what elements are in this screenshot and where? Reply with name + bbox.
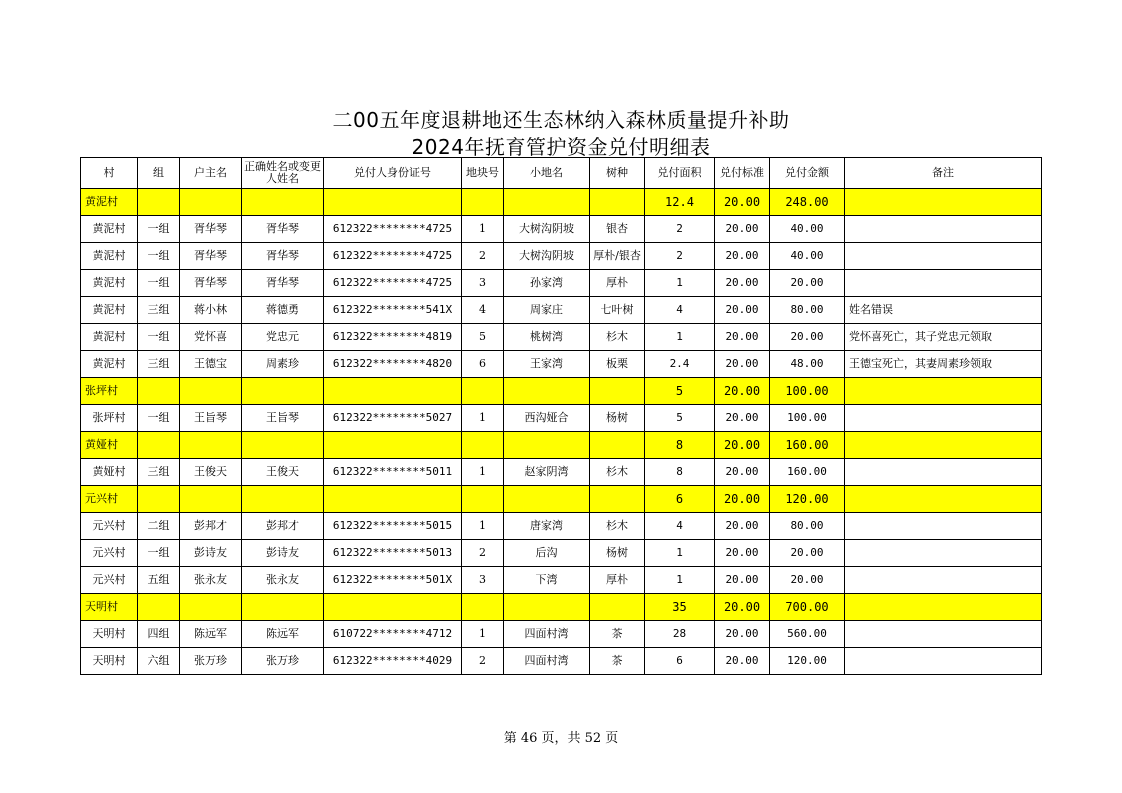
cell-place: 大树沟阴坡: [504, 216, 590, 243]
cell-rate: 20.00: [715, 432, 770, 459]
cell-rate: 20.00: [715, 621, 770, 648]
cell-village: 黄泥村: [81, 324, 138, 351]
cell-plot: 3: [462, 567, 504, 594]
table-row: [81, 405, 1042, 432]
cell-tree: 七叶树: [590, 297, 645, 324]
cell-rate: 20.00: [715, 378, 770, 405]
cell-rate: 20.00: [715, 324, 770, 351]
cell-place: 孙家湾: [504, 270, 590, 297]
cell-group: 三组: [138, 459, 180, 486]
cell-group: 五组: [138, 567, 180, 594]
cell-group: 六组: [138, 648, 180, 675]
cell-rate: 20.00: [715, 405, 770, 432]
cell-area: 28: [645, 621, 715, 648]
cell-plot: 1: [462, 621, 504, 648]
cell-place: 下湾: [504, 567, 590, 594]
cell-plot: 2: [462, 540, 504, 567]
cell-place: 四面村湾: [504, 648, 590, 675]
cell-id: 612322********4725: [324, 216, 462, 243]
cell-note: [845, 648, 1042, 675]
cell-tree: 茶: [590, 648, 645, 675]
cell-correct-name: 周素珍: [242, 351, 324, 378]
cell-amount: 20.00: [770, 540, 845, 567]
cell-plot: [462, 189, 504, 216]
cell-correct-name: [242, 486, 324, 513]
cell-plot: 6: [462, 351, 504, 378]
cell-group: 一组: [138, 540, 180, 567]
cell-area: 35: [645, 594, 715, 621]
cell-amount: 40.00: [770, 243, 845, 270]
cell-id: 612322********5015: [324, 513, 462, 540]
cell-village: 天明村: [81, 621, 138, 648]
cell-tree: 杉木: [590, 513, 645, 540]
cell-note: 党怀喜死亡，其子党忠元领取: [845, 324, 1042, 351]
cell-village: 黄娅村: [81, 459, 138, 486]
cell-village: 天明村: [81, 648, 138, 675]
cell-plot: 2: [462, 243, 504, 270]
cell-owner: 张万珍: [180, 648, 242, 675]
page-footer: 第 46 页，共 52 页: [503, 731, 619, 746]
cell-rate: 20.00: [715, 243, 770, 270]
cell-rate: 20.00: [715, 594, 770, 621]
summary-row: [81, 378, 1042, 405]
cell-id: 610722********4712: [324, 621, 462, 648]
cell-area: 1: [645, 540, 715, 567]
cell-id: 612322********4029: [324, 648, 462, 675]
cell-owner: 胥华琴: [180, 243, 242, 270]
cell-village: 黄娅村: [81, 432, 138, 459]
cell-amount: 160.00: [770, 459, 845, 486]
cell-place: [504, 432, 590, 459]
table-row: [81, 621, 1042, 648]
cell-amount: 560.00: [770, 621, 845, 648]
cell-group: [138, 189, 180, 216]
cell-amount: 40.00: [770, 216, 845, 243]
table-row: [81, 459, 1042, 486]
cell-rate: 20.00: [715, 189, 770, 216]
cell-correct-name: [242, 378, 324, 405]
header-cell-amount: 兑付金额: [770, 158, 845, 189]
cell-village: 元兴村: [81, 486, 138, 513]
cell-village: 元兴村: [81, 540, 138, 567]
header-cell-village: 村: [81, 158, 138, 189]
cell-owner: 蒋小林: [180, 297, 242, 324]
cell-correct-name: 胥华琴: [242, 243, 324, 270]
cell-rate: 20.00: [715, 270, 770, 297]
cell-owner: 王旨琴: [180, 405, 242, 432]
header-cell-correct-name: 正确姓名或变更人姓名: [242, 158, 324, 189]
cell-village: 天明村: [81, 594, 138, 621]
summary-row: [81, 189, 1042, 216]
table-row: [81, 297, 1042, 324]
cell-tree: [590, 189, 645, 216]
cell-area: 4: [645, 513, 715, 540]
cell-rate: 20.00: [715, 513, 770, 540]
cell-id: 612322********4725: [324, 270, 462, 297]
cell-note: [845, 270, 1042, 297]
cell-id: 612322********5027: [324, 405, 462, 432]
cell-place: [504, 189, 590, 216]
cell-correct-name: 党忠元: [242, 324, 324, 351]
cell-owner: 王俊天: [180, 459, 242, 486]
cell-area: 2: [645, 243, 715, 270]
cell-place: 桃树湾: [504, 324, 590, 351]
table-row: [81, 567, 1042, 594]
cell-group: [138, 432, 180, 459]
cell-amount: 100.00: [770, 378, 845, 405]
cell-owner: [180, 189, 242, 216]
cell-amount: 160.00: [770, 432, 845, 459]
cell-amount: 700.00: [770, 594, 845, 621]
cell-place: 唐家湾: [504, 513, 590, 540]
cell-plot: 2: [462, 648, 504, 675]
cell-tree: 厚朴/银杏: [590, 243, 645, 270]
cell-id: 612322********5011: [324, 459, 462, 486]
cell-group: [138, 486, 180, 513]
cell-correct-name: 胥华琴: [242, 216, 324, 243]
cell-id: [324, 432, 462, 459]
cell-group: 二组: [138, 513, 180, 540]
cell-note: [845, 594, 1042, 621]
cell-amount: 20.00: [770, 567, 845, 594]
cell-place: 四面村湾: [504, 621, 590, 648]
cell-amount: 120.00: [770, 648, 845, 675]
table-row: [81, 243, 1042, 270]
cell-id: [324, 594, 462, 621]
cell-group: 四组: [138, 621, 180, 648]
cell-id: 612322********541X: [324, 297, 462, 324]
cell-tree: 杨树: [590, 540, 645, 567]
cell-correct-name: [242, 189, 324, 216]
cell-group: [138, 594, 180, 621]
table-row: [81, 351, 1042, 378]
cell-area: 6: [645, 648, 715, 675]
cell-place: 赵家阴湾: [504, 459, 590, 486]
cell-owner: [180, 432, 242, 459]
cell-owner: [180, 594, 242, 621]
cell-plot: 4: [462, 297, 504, 324]
cell-amount: 80.00: [770, 513, 845, 540]
summary-row: [81, 486, 1042, 513]
cell-plot: 5: [462, 324, 504, 351]
cell-owner: 胥华琴: [180, 216, 242, 243]
cell-owner: 陈远军: [180, 621, 242, 648]
cell-place: [504, 486, 590, 513]
cell-amount: 48.00: [770, 351, 845, 378]
cell-area: 8: [645, 459, 715, 486]
cell-village: 黄泥村: [81, 297, 138, 324]
cell-rate: 20.00: [715, 216, 770, 243]
cell-plot: 1: [462, 216, 504, 243]
cell-place: 王家湾: [504, 351, 590, 378]
cell-place: [504, 594, 590, 621]
cell-id: [324, 378, 462, 405]
cell-amount: 120.00: [770, 486, 845, 513]
cell-tree: 杨树: [590, 405, 645, 432]
cell-tree: [590, 594, 645, 621]
cell-correct-name: [242, 594, 324, 621]
cell-tree: 杉木: [590, 324, 645, 351]
table-row: [81, 270, 1042, 297]
cell-tree: 茶: [590, 621, 645, 648]
cell-owner: 党怀喜: [180, 324, 242, 351]
cell-village: 黄泥村: [81, 216, 138, 243]
cell-place: 后沟: [504, 540, 590, 567]
cell-place: 大树沟阴坡: [504, 243, 590, 270]
cell-owner: [180, 378, 242, 405]
cell-rate: 20.00: [715, 648, 770, 675]
cell-owner: 张永友: [180, 567, 242, 594]
cell-note: 王德宝死亡，其妻周素珍领取: [845, 351, 1042, 378]
cell-owner: 彭诗友: [180, 540, 242, 567]
cell-plot: 1: [462, 513, 504, 540]
cell-owner: [180, 486, 242, 513]
cell-group: 一组: [138, 324, 180, 351]
cell-area: 1: [645, 567, 715, 594]
cell-tree: [590, 486, 645, 513]
cell-area: 12.4: [645, 189, 715, 216]
cell-note: [845, 513, 1042, 540]
header-cell-group: 组: [138, 158, 180, 189]
cell-place: 周家庄: [504, 297, 590, 324]
cell-village: 元兴村: [81, 567, 138, 594]
cell-correct-name: 张永友: [242, 567, 324, 594]
cell-id: 612322********5013: [324, 540, 462, 567]
cell-note: [845, 243, 1042, 270]
cell-id: [324, 486, 462, 513]
cell-plot: [462, 378, 504, 405]
cell-id: [324, 189, 462, 216]
cell-group: 三组: [138, 351, 180, 378]
cell-owner: 胥华琴: [180, 270, 242, 297]
table-row: [81, 648, 1042, 675]
cell-id: 612322********4819: [324, 324, 462, 351]
cell-plot: 1: [462, 459, 504, 486]
cell-rate: 20.00: [715, 567, 770, 594]
summary-row: [81, 594, 1042, 621]
cell-village: 黄泥村: [81, 189, 138, 216]
cell-amount: 20.00: [770, 324, 845, 351]
cell-note: [845, 432, 1042, 459]
cell-plot: [462, 432, 504, 459]
cell-group: 一组: [138, 405, 180, 432]
cell-place: [504, 378, 590, 405]
header-cell-rate: 兑付标准: [715, 158, 770, 189]
cell-rate: 20.00: [715, 486, 770, 513]
cell-village: 黄泥村: [81, 270, 138, 297]
cell-note: [845, 621, 1042, 648]
table-row: [81, 540, 1042, 567]
cell-correct-name: 蒋德勇: [242, 297, 324, 324]
cell-village: 黄泥村: [81, 243, 138, 270]
table-row: [81, 216, 1042, 243]
cell-area: 5: [645, 378, 715, 405]
header-cell-note: 备注: [845, 158, 1042, 189]
summary-row: [81, 432, 1042, 459]
cell-place: 西沟娅合: [504, 405, 590, 432]
cell-owner: 彭邦才: [180, 513, 242, 540]
cell-tree: [590, 378, 645, 405]
cell-area: 5: [645, 405, 715, 432]
cell-note: 姓名错误: [845, 297, 1042, 324]
header-cell-plot: 地块号: [462, 158, 504, 189]
cell-tree: 板栗: [590, 351, 645, 378]
cell-amount: 248.00: [770, 189, 845, 216]
cell-plot: [462, 486, 504, 513]
cell-rate: 20.00: [715, 540, 770, 567]
cell-note: [845, 405, 1042, 432]
cell-correct-name: 胥华琴: [242, 270, 324, 297]
cell-village: 张坪村: [81, 378, 138, 405]
cell-correct-name: 张万珍: [242, 648, 324, 675]
cell-plot: 1: [462, 405, 504, 432]
header-cell-owner: 户主名: [180, 158, 242, 189]
cell-amount: 20.00: [770, 270, 845, 297]
cell-note: [845, 459, 1042, 486]
cell-note: [845, 216, 1042, 243]
cell-amount: 100.00: [770, 405, 845, 432]
cell-plot: 3: [462, 270, 504, 297]
cell-group: 一组: [138, 270, 180, 297]
header-cell-id-number: 兑付人身份证号: [324, 158, 462, 189]
cell-id: 612322********4725: [324, 243, 462, 270]
cell-amount: 80.00: [770, 297, 845, 324]
cell-correct-name: [242, 432, 324, 459]
cell-correct-name: 陈远军: [242, 621, 324, 648]
cell-correct-name: 彭邦才: [242, 513, 324, 540]
cell-correct-name: 彭诗友: [242, 540, 324, 567]
cell-area: 1: [645, 270, 715, 297]
table-header-row: [81, 158, 1042, 189]
cell-area: 6: [645, 486, 715, 513]
cell-note: [845, 567, 1042, 594]
cell-owner: 王德宝: [180, 351, 242, 378]
cell-id: 612322********501X: [324, 567, 462, 594]
cell-correct-name: 王旨琴: [242, 405, 324, 432]
document-subtitle: 2024年抚育管护资金兑付明细表: [411, 135, 711, 159]
cell-note: [845, 378, 1042, 405]
table-row: [81, 324, 1042, 351]
cell-note: [845, 540, 1042, 567]
cell-group: 三组: [138, 297, 180, 324]
cell-group: 一组: [138, 216, 180, 243]
cell-group: [138, 378, 180, 405]
cell-area: 1: [645, 324, 715, 351]
cell-tree: 杉木: [590, 459, 645, 486]
cell-village: 黄泥村: [81, 351, 138, 378]
cell-tree: [590, 432, 645, 459]
cell-correct-name: 王俊天: [242, 459, 324, 486]
header-cell-area: 兑付面积: [645, 158, 715, 189]
cell-area: 2.4: [645, 351, 715, 378]
document-title: 二00五年度退耕地还生态林纳入森林质量提升补助: [332, 108, 790, 132]
header-cell-tree: 树种: [590, 158, 645, 189]
cell-area: 8: [645, 432, 715, 459]
cell-tree: 银杏: [590, 216, 645, 243]
cell-area: 4: [645, 297, 715, 324]
cell-note: [845, 486, 1042, 513]
cell-group: 一组: [138, 243, 180, 270]
table-row: [81, 513, 1042, 540]
cell-id: 612322********4820: [324, 351, 462, 378]
cell-note: [845, 189, 1042, 216]
cell-village: 元兴村: [81, 513, 138, 540]
cell-plot: [462, 594, 504, 621]
header-cell-place: 小地名: [504, 158, 590, 189]
cell-rate: 20.00: [715, 459, 770, 486]
cell-village: 张坪村: [81, 405, 138, 432]
cell-area: 2: [645, 216, 715, 243]
cell-tree: 厚朴: [590, 567, 645, 594]
cell-rate: 20.00: [715, 297, 770, 324]
cell-rate: 20.00: [715, 351, 770, 378]
cell-tree: 厚朴: [590, 270, 645, 297]
payment-detail-table: [80, 157, 1042, 675]
